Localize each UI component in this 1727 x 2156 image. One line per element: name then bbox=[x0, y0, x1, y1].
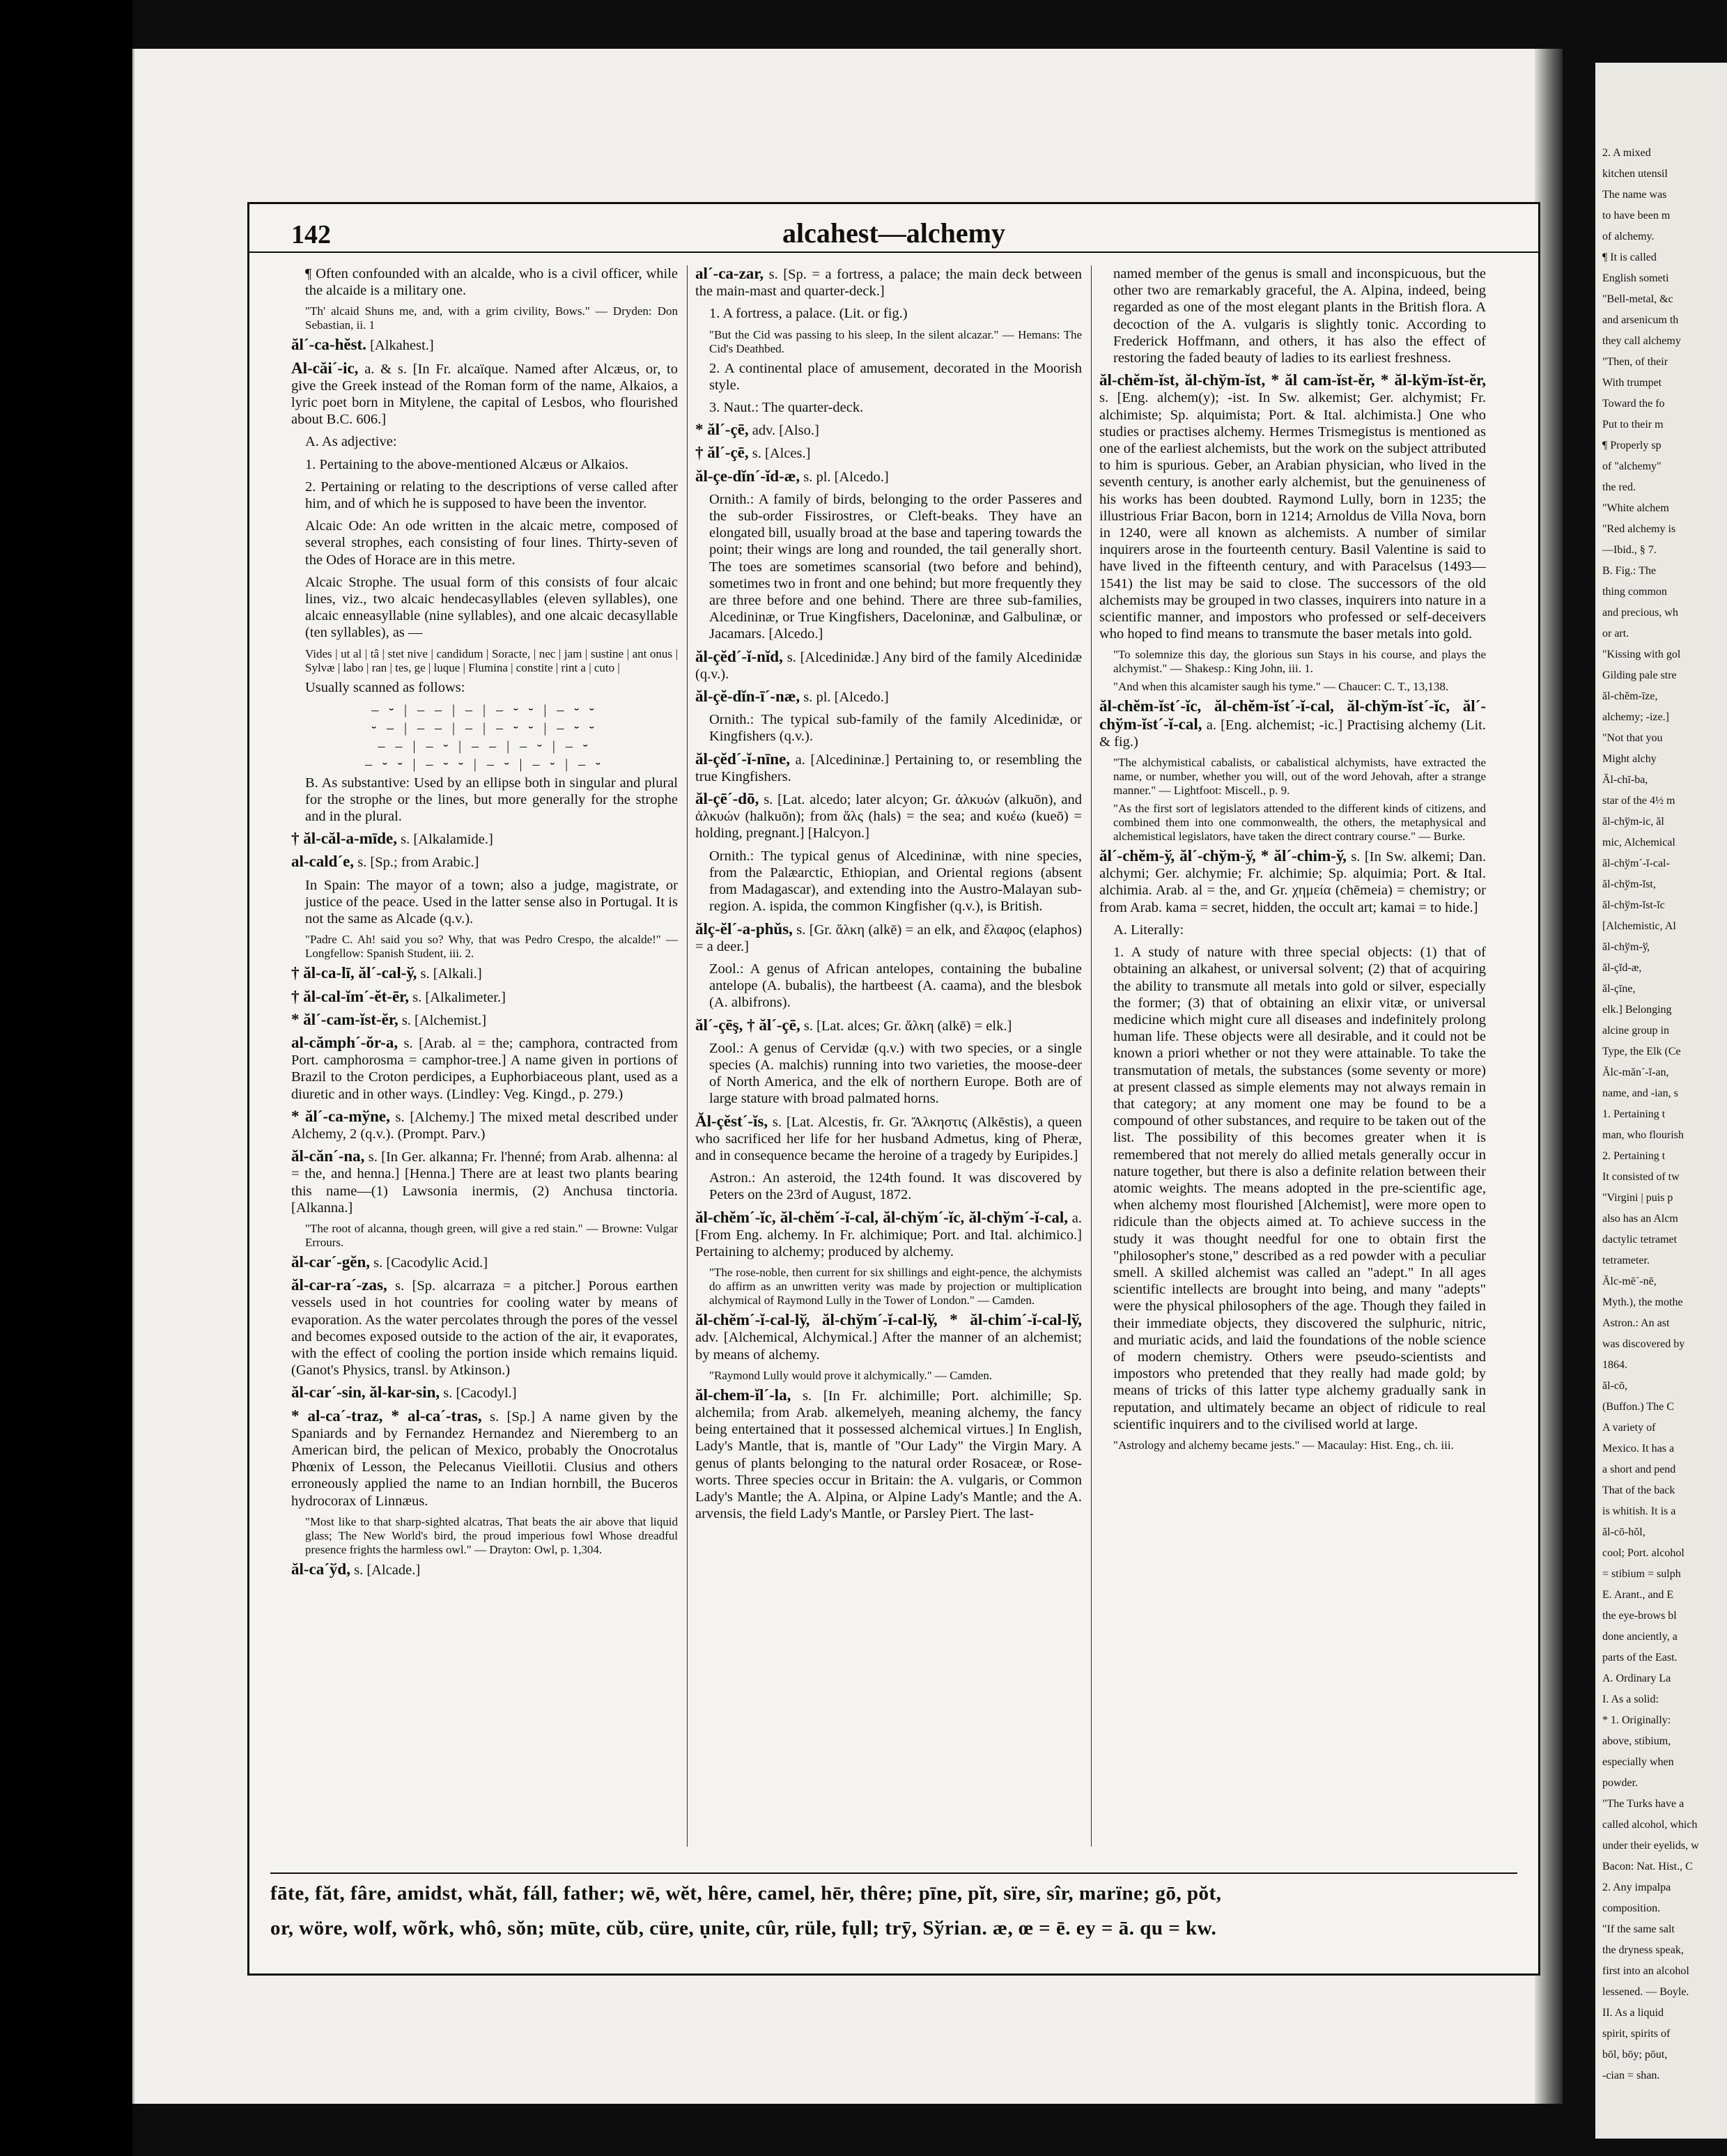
facing-page-line: ¶ It is called bbox=[1602, 251, 1657, 263]
dictionary-entry bbox=[695, 688, 1082, 706]
facing-page-line: English someti bbox=[1602, 272, 1669, 284]
facing-page-line: mic, Alchemical bbox=[1602, 837, 1675, 848]
headword: ăl-chĕm-ĭst´-ĭc, ăl-chĕm-ĭst´-ĭ-cal, ăl-chўm-ĭst´-ĭc, ăl´-chўm-ĭst´-ĭ-cal, bbox=[1099, 697, 1486, 733]
headword: ăl-çē´-dō, bbox=[695, 790, 759, 808]
headword: ăl´-çēş, † ăl´-çē, bbox=[695, 1016, 800, 1034]
dictionary-entry bbox=[1099, 698, 1486, 750]
definition: s. [Cacodyl.] bbox=[443, 1386, 517, 1402]
headword: ăl-car´-sin, ăl-kar-sin, bbox=[291, 1383, 440, 1402]
citation-quote: "Most like to that sharp-sighted alcatras, That beats the air above that liquid glass; The New World's bird, the proud imperious fowl Whose dreadful presence frights the harmless owl." — Drayton: Owl, p. 1,304. bbox=[305, 1514, 678, 1556]
definition: s. [Sp. alcarraza = a pitcher.] Porous earthen vessels used in hot countries for cooling water by means of evaporation. As the water percolates through the pores of the vessel and becomes exposed outside to the action of the air, it evaporates, with the effect of cooling the portion inside which remains liquid. (Ganot's Physics, transl. by Atkinson.) bbox=[291, 1278, 678, 1379]
scan-border bbox=[0, 0, 132, 2156]
headword: ăl´-ca-hĕst. bbox=[291, 336, 366, 354]
facing-page-line: especially when bbox=[1602, 1756, 1674, 1768]
headword: ăl-car-ra´-zas, bbox=[291, 1276, 387, 1294]
facing-page-line: The name was bbox=[1602, 189, 1667, 201]
facing-page-line: spirit, spirits of bbox=[1602, 2028, 1671, 2040]
definition-paragraph: 3. Naut.: The quarter-deck. bbox=[709, 400, 864, 416]
facing-page-line: A. Ordinary La bbox=[1602, 1673, 1671, 1684]
facing-page-line: ăl-chĕm-īze, bbox=[1602, 690, 1658, 702]
definition: s. [Alcedinidæ.] Any bird of the family Alcedinidæ (q.v.). bbox=[695, 649, 1082, 682]
dictionary-entry bbox=[695, 1113, 1082, 1165]
facing-page-line: composition. bbox=[1602, 1902, 1661, 1914]
facing-page-line: [Alchemistic, Al bbox=[1602, 920, 1676, 932]
facing-page-line: Put to their m bbox=[1602, 419, 1664, 431]
facing-page-line: B. Fig.: The bbox=[1602, 565, 1657, 577]
headword: Ăl-çĕst´-ĭs, bbox=[695, 1112, 768, 1130]
definition: s. [In Sw. alkemi; Dan. alchymi; Ger. alchymie; Fr. alchimie; Sp. alquimia; Port. & Ital. alchimia. Arab. al = the, and Gr. χημεία (chēmeia) = chemistry; or from Arab. kama = secret, hidden, the occult art; kamai = to hide.] bbox=[1099, 849, 1486, 915]
definition: s. [Alcade.] bbox=[354, 1562, 421, 1578]
pronunciation-key-line: fāte, făt, fâre, amidst, whăt, fáll, father; wē, wĕt, hêre, camel, hēr, thêre; pīne, pĭt, sïre, sîr, marïne; gō, pŏt, bbox=[270, 1882, 1222, 1905]
headword: ăl-căn´-na, bbox=[291, 1147, 365, 1165]
facing-page-line: star of the 4½ m bbox=[1602, 795, 1675, 807]
definition: s. [Lat. alcedo; later alcyon; Gr. ἀλκυών (alkuōn), and ἀλκυών (halkuōn); from ἅλς (hals) = the sea; and κυέω (kueō) = holding, pregnant.] [Halcyon.] bbox=[695, 792, 1082, 842]
dictionary-entry bbox=[695, 265, 1082, 300]
facing-page-line: first into an alcohol bbox=[1602, 1965, 1689, 1977]
facing-page-line: tetrameter. bbox=[1602, 1255, 1650, 1266]
dictionary-entry bbox=[695, 1312, 1082, 1363]
page-number: 142 bbox=[291, 220, 331, 249]
definition: s. [Eng. alchem(y); -ist. In Sw. alkemist; Ger. alchymist; Fr. alchimiste; Sp. alquimista; Port. & Ital. alchimista.] One who studies or practises alchemy. Hermes Trismegistus is mentioned as one of the earliest alchemists, but the work on the subject attributed to him is spurious. Geber, an Arabian physician, who lived in the seventh century, is another early alchemist, but the genuineness of his works has been doubted. Raymond Lully, born in 1235; the illustrious Friar Bacon, born in 1214; Arnoldus de Villa Nova, born in 1240, were all known as alchemists. A number of similar inquirers arose in the fourteenth century. Basil Valentine is said to have lived in the fifteenth century, and with Paracelsus (1493—1541) the list may be said to close. The successors of the old alchemists may be grouped in two classes, inquirers into nature in a scientific manner, and impostors who professed or self-deceivers who hoped to find means to transmute the baser metals into gold. bbox=[1099, 390, 1486, 642]
definition-paragraph: Ornith.: A family of birds, belonging to the order Passeres and the sub-order Fissirostres, or Cleft-beaks. They have an elongated bill, usually broad at the base and tapering towards the point; their wings are long and rounded, the tail generally short. The toes are sometimes scansorial (two before and behind), sometimes two in front and one behind; but more frequently they are three before and one behind. There are three sub-families, Alcedininæ, or True Kingfishers, Daceloninæ, and Galbulinæ, or Jacamars. [Alcedo.] bbox=[709, 491, 1082, 642]
facing-page-line: and arsenicum th bbox=[1602, 314, 1679, 326]
definition: a. [From Eng. alchemy. In Fr. alchimique; Port. and Ital. alchimico.] Pertaining to alchemy; produced by alchemy. bbox=[695, 1210, 1082, 1259]
facing-page-line: a short and pend bbox=[1602, 1464, 1676, 1475]
facing-page-line: done anciently, a bbox=[1602, 1631, 1678, 1643]
facing-page-line: = stibium = sulph bbox=[1602, 1568, 1681, 1580]
definition: s. [Alkali.] bbox=[420, 966, 482, 982]
facing-page-line: Myth.), the mothe bbox=[1602, 1296, 1683, 1308]
running-title: alcahest—alchemy bbox=[782, 217, 1005, 249]
facing-page-line: "If the same salt bbox=[1602, 1923, 1675, 1935]
definition: a. [Alcedininæ.] Pertaining to, or resembling the true Kingfishers. bbox=[695, 752, 1082, 784]
headword: † ăl´-çē, bbox=[695, 444, 749, 462]
facing-page-line: the dryness speak, bbox=[1602, 1944, 1684, 1956]
headword: ăl-ca´ўd, bbox=[291, 1560, 350, 1578]
facing-page-line: the eye-brows bl bbox=[1602, 1610, 1677, 1622]
dictionary-entry bbox=[291, 1254, 678, 1271]
facing-page-line: or art. bbox=[1602, 628, 1629, 639]
column-divider bbox=[1091, 265, 1092, 1847]
definition-paragraph: 1. A fortress, a palace. (Lit. or fig.) bbox=[709, 306, 908, 322]
definition-paragraph: In Spain: The mayor of a town; also a judge, magistrate, or justice of the peace. Used in the latter sense also in Portugal. It is not the same as Alcade (q.v.). bbox=[305, 877, 678, 927]
dictionary-entry bbox=[291, 853, 678, 871]
definition-paragraph: 1. Pertaining to the above-mentioned Alcæus or Alkaios. bbox=[305, 456, 629, 472]
facing-page-line: powder. bbox=[1602, 1777, 1639, 1789]
headword: ăl-chĕm´-ĭc, ăl-chĕm´-ĭ-cal, ăl-chўm´-ĭc, ăl-chўm´-ĭ-cal, bbox=[695, 1208, 1069, 1226]
facing-page-line: of "alchemy" bbox=[1602, 460, 1662, 472]
dictionary-entry bbox=[291, 1561, 678, 1579]
definition-paragraph: 1. A study of nature with three special objects: (1) that of obtaining an alkahest, or universal solvent; (2) that of acquiring the ability to transmute all metals into gold or silver, especially the former; (3) that of obtaining an elixir vitæ, or universal medicine which might cure all diseases and indefinitely prolong human life. These objects were all desirable, and it could not be known a priori whether or not they were attainable. To take the transmutation of metals, the substances (some seventy or more) at present classed as simple elements may not always remain in that category; at any moment one may be found to be a compound of other substances, and require to be taken out of the list. The possibility of this becomes greater when it is remembered that not merely do allied metals generally occur in nature together, but there is also a definite relation between their atomic weights. The means adopted in the pre-scientific age, when alchemy most flourished [Alchemist], were more open to ridicule than the objects aimed at. To achieve success in the study it was thought needful for one to obtain first the "philosopher's stone," described as a red powder with a peculiar smell. A skilled alchemist was called an "adept." In all ages scientific intellects are brought into being, and many "adepts" were the physical philosophers of the age. Though they failed in their immediate objects, they discovered the sulphuric, nitric, and muriatic acids, and laid the foundations of the noble science of modern chemistry. Others were pseudo-scientists and impostors who pretended that they really had made gold; by means of tricks of this latter type alchemy gradually sank in reputation, and ultimately became an object of ridicule to real scientific inquirers and to the civilised world at large. bbox=[1113, 945, 1486, 1432]
headword: † ăl-ca-lī, ăl´-cal-ў, bbox=[291, 964, 417, 982]
definition-paragraph: Ornith.: The typical genus of Alcedininæ, with nine species, from the Palæarctic, Ethiopian, and Oriental regions (absent from Madagascar), and extending into the Austro-Malayan sub-region. A. ispida, the common Kingfisher (q.v.), is British. bbox=[709, 848, 1082, 915]
definition: s. [Sp. = a fortress, a palace; the main deck between the main-mast and quarter-deck.] bbox=[695, 267, 1082, 300]
facing-page-line: Ăl-chī-ba, bbox=[1602, 774, 1648, 786]
facing-page-line: kitchen utensil bbox=[1602, 168, 1668, 180]
facing-page-line: It consisted of tw bbox=[1602, 1171, 1680, 1183]
citation-quote: "The alchymistical cabalists, or cabalistical alchymists, have extracted the name, or number, whether you will, out of the word Jehovah, after a strange manner." — Lightfoot: Miscell., p. 9. bbox=[1113, 756, 1486, 798]
facing-page-line: Astron.: An ast bbox=[1602, 1317, 1670, 1329]
definition-paragraph: Astron.: An asteroid, the 124th found. It was discovered by Peters on the 23rd of August, 1872. bbox=[709, 1170, 1082, 1203]
definition-paragraph: Alcaic Ode: An ode written in the alcaic metre, composed of several strophes, each consisting of four lines. Thirty-seven of the Odes of Horace are in this metre. bbox=[305, 518, 678, 568]
dictionary-entry bbox=[1099, 372, 1486, 642]
dictionary-entry bbox=[291, 360, 678, 428]
facing-page-line: That of the back bbox=[1602, 1484, 1675, 1496]
facing-page-line: parts of the East. bbox=[1602, 1652, 1678, 1663]
definition: adv. [Also.] bbox=[752, 423, 819, 439]
definition-paragraph: A. Literally: bbox=[1113, 922, 1184, 938]
facing-page-line: 2. Pertaining t bbox=[1602, 1150, 1666, 1162]
facing-page-line: alcine group in bbox=[1602, 1025, 1669, 1037]
facing-page-line: of alchemy. bbox=[1602, 231, 1655, 242]
facing-page-line: ăl-çīne, bbox=[1602, 983, 1636, 995]
definition: s. [Lat. alces; Gr. ἄλκη (alkē) = elk.] bbox=[803, 1018, 1012, 1034]
headword: ăl-çĕ-dĭn-ī´-næ, bbox=[695, 688, 800, 706]
definition: s. [Cacodylic Acid.] bbox=[373, 1255, 488, 1271]
facing-page-line: Mexico. It has a bbox=[1602, 1443, 1675, 1455]
citation-quote: "As the first sort of legislators attended to the different kinds of citizens, and combined them into one commonwealth, the others, the metaphysical and alchemistical legislators, have taken the direct contrary course." — Burke. bbox=[1113, 802, 1486, 844]
dictionary-entry bbox=[291, 1277, 678, 1379]
dictionary-entry bbox=[695, 649, 1082, 683]
definition: s. [In Ger. alkanna; Fr. l'henné; from Arab. alhenna: al = the, and henna.] [Henna.] There are at least two plants bearing this name—(1) Lawsonia inermis, (2) Anchusa tinctoria. [Alkanna.] bbox=[291, 1149, 678, 1216]
definition: s. [Alchemist.] bbox=[401, 1012, 487, 1028]
headword: * al-ca´-traz, * al-ca´-tras, bbox=[291, 1406, 482, 1425]
dictionary-entry bbox=[1099, 848, 1486, 916]
facing-page-line: -cian = shan. bbox=[1602, 2070, 1660, 2081]
facing-page-line: alchemy; -ize.] bbox=[1602, 711, 1669, 723]
facing-page-line: Toward the fo bbox=[1602, 398, 1665, 410]
facing-page-line: ăl-çĭd-æ, bbox=[1602, 962, 1642, 974]
facing-page-line: ăl-cō, bbox=[1602, 1380, 1627, 1392]
facing-page-line: they call alchemy bbox=[1602, 335, 1681, 347]
facing-page-line: the red. bbox=[1602, 481, 1636, 493]
definition: s. [Alces.] bbox=[752, 446, 811, 462]
definition: s. pl. [Alcedo.] bbox=[803, 690, 889, 706]
definition: s. [Alkalamide.] bbox=[401, 832, 493, 848]
facing-page-line: and precious, wh bbox=[1602, 607, 1678, 619]
definition: s. [Gr. ἄλκη (alkē) = an elk, and ἔλαφος (elaphos) = a deer.] bbox=[695, 922, 1082, 954]
headword: ăl-chĕm-ĭst, ăl-chўm-ĭst, * ăl cam-ĭst-ĕr, * ăl-kўm-ĭst-ĕr, bbox=[1099, 371, 1486, 389]
dictionary-entry bbox=[291, 1034, 678, 1103]
headword: * ăl´-ca-mўne, bbox=[291, 1107, 390, 1125]
facing-page-line: under their eyelids, w bbox=[1602, 1840, 1699, 1852]
facing-page-line: was discovered by bbox=[1602, 1338, 1685, 1350]
definition: s. [Alchemy.] The mixed metal described under Alchemy, 2 (q.v.). (Prompt. Parv.) bbox=[291, 1109, 678, 1142]
headword: al´-ca-zar, bbox=[695, 265, 764, 282]
dictionary-entry bbox=[695, 1387, 1082, 1523]
facing-page-line: "Red alchemy is bbox=[1602, 523, 1676, 535]
facing-page-line: II. As a liquid bbox=[1602, 2007, 1664, 2019]
column-3 bbox=[1099, 265, 1486, 1847]
dictionary-entry bbox=[695, 921, 1082, 955]
facing-page-line: ăl-chўm-ic, ăl bbox=[1602, 816, 1664, 828]
facing-page-line: 2. A mixed bbox=[1602, 147, 1651, 159]
scansion-line: – ⏑ | – – | – | – ⏑ ⏑ | – ⏑ ⏑ bbox=[371, 701, 598, 718]
dictionary-entry bbox=[695, 751, 1082, 785]
dictionary-page-frame bbox=[247, 202, 1540, 1976]
headword: al-cald´e, bbox=[291, 853, 355, 871]
definition: s. [Sp.] A name given by the Spaniards and by Fernandez Hernandez and Nieremberg to an American bird, the pelican of Mexico, probably the Onocrotalus Phœnix of Lesson, the Pelecanus Vieillotii. Clusius and others erroneously applied the name to an Indian hornbill, the Buceros hydrocorax of Linnæus. bbox=[291, 1409, 678, 1509]
facing-page-line: (Buffon.) The C bbox=[1602, 1401, 1674, 1413]
definition: s. [Lat. Alcestis, fr. Gr. Ἄλκηστις (Alkēstis), a queen who sacrificed her life for her husband Admetus, king of Pheræ, and in consequence became the heroine of a tragedy by Euripides.] bbox=[695, 1114, 1082, 1163]
facing-page-line: man, who flourish bbox=[1602, 1129, 1684, 1141]
facing-page-line: —Ibid., § 7. bbox=[1602, 544, 1657, 556]
definition-paragraph: Usually scanned as follows: bbox=[305, 679, 465, 695]
headword: † ăl-căl-a-mīde, bbox=[291, 830, 398, 848]
column-2 bbox=[695, 265, 1082, 1847]
citation-quote: Vides | ut al | tâ | stet nive | candidum | Soracte, | nec | jam | sustine | ant onus | Sylvæ | labo | ran | tes, ge | luque | Flumina | constite | rint a | cuto | bbox=[305, 646, 678, 674]
headword: ăl-çe-dĭn´-ĭd-æ, bbox=[695, 467, 800, 485]
dictionary-entry bbox=[695, 468, 1082, 486]
dictionary-entry bbox=[291, 1148, 678, 1216]
citation-quote: "Th' alcaid Shuns me, and, with a grim civility, Bows." — Dryden: Don Sebastian, ii. 1 bbox=[305, 304, 678, 332]
facing-page-line: elk.] Belonging bbox=[1602, 1004, 1672, 1016]
scansion-line: – – | – ⏑ | – – | – ⏑ | – ⏑ bbox=[378, 738, 591, 754]
dictionary-entry bbox=[291, 988, 678, 1006]
running-head bbox=[249, 210, 1538, 253]
definition-paragraph: 2. A continental place of amusement, decorated in the Moorish style. bbox=[709, 360, 1082, 393]
definition: s. [Arab. al = the; camphora, contracted from Port. camphorosma = camphor-tree.] A name given in portions of Brazil to the Croton perdicipes, a Euphorbiaceous plant, used as a diuretic and in other ways. (Lindley: Veg. Kingd., p. 279.) bbox=[291, 1035, 678, 1102]
facing-page-line: 1864. bbox=[1602, 1359, 1627, 1371]
dictionary-entry bbox=[695, 444, 1082, 462]
facing-page-line: to have been m bbox=[1602, 210, 1671, 222]
facing-page-line: ¶ Properly sp bbox=[1602, 440, 1662, 451]
facing-page-line: A variety of bbox=[1602, 1422, 1656, 1434]
definition: adv. [Alchemical, Alchymical.] After the manner of an alchemist; by means of alchemy. bbox=[695, 1330, 1082, 1363]
headword: ăl-car´-gĕn, bbox=[291, 1253, 371, 1271]
facing-page-line: "White alchem bbox=[1602, 502, 1669, 514]
facing-page-line: "Virgini | puis p bbox=[1602, 1192, 1673, 1204]
facing-page-line: ăl-chўm-ĭst, bbox=[1602, 878, 1656, 890]
definition: s. pl. [Alcedo.] bbox=[803, 469, 889, 485]
pronunciation-key bbox=[270, 1872, 1517, 1957]
dictionary-entry bbox=[291, 336, 678, 354]
citation-quote: "But the Cid was passing to his sleep, In the silent alcazar." — Hemans: The Cid's Deathbed. bbox=[709, 327, 1082, 355]
facing-page-line: Ălc-mē´-nē, bbox=[1602, 1275, 1657, 1287]
headword: ăl-chem-ĭl´-la, bbox=[695, 1386, 791, 1404]
facing-page-line: "Not that you bbox=[1602, 732, 1663, 744]
facing-page-line: Type, the Elk (Ce bbox=[1602, 1046, 1681, 1057]
dictionary-entry bbox=[291, 1011, 678, 1029]
definition-paragraph: Alcaic Strophe. The usual form of this consists of four alcaic lines, viz., two alcaic hendecasyllables (eleven syllables), one alcaic enneasyllable (nine syllables), and one alcaic decasyllable (ten syllables), as — bbox=[305, 574, 678, 641]
facing-page-line: With trumpet bbox=[1602, 377, 1662, 389]
headword: Al-căi´-ic, bbox=[291, 359, 359, 377]
citation-quote: "Raymond Lully would prove it alchymically." — Camden. bbox=[709, 1368, 993, 1382]
definition-paragraph: ¶ Often confounded with an alcalde, who is a civil officer, while the alcaide is a military one. bbox=[305, 266, 678, 299]
dictionary-entry bbox=[695, 791, 1082, 842]
facing-page-line: bōl, bōy; pōut, bbox=[1602, 2049, 1668, 2061]
definition-paragraph: B. As substantive: Used by an ellipse both in singular and plural for the strophe or the lines, but more generally for the strophe and in the plural. bbox=[305, 775, 678, 825]
definition: a. [Eng. alchemist; -ic.] Practising alchemy (Lit. & fig.) bbox=[1099, 717, 1486, 750]
citation-quote: "Padre C. Ah! said you so? Why, that was Pedro Crespo, the alcalde!" — Longfellow: Spanish Student, iii. 2. bbox=[305, 933, 678, 961]
dictionary-entry bbox=[291, 965, 678, 982]
dictionary-entry bbox=[695, 1017, 1082, 1034]
citation-quote: "And when this alcamister saugh his tyme." — Chaucer: C. T., 13,138. bbox=[1113, 680, 1449, 694]
facing-page-line: "The Turks have a bbox=[1602, 1798, 1685, 1810]
pronunciation-key-line: or, wöre, wolf, wõrk, whô, sŏn; mūte, cŭb, cüre, ụnite, cûr, rüle, fụll; trȳ, Sўrian. æ, œ = ē. ey = ā. qu = kw. bbox=[270, 1917, 1217, 1939]
definition: [Alkahest.] bbox=[370, 338, 434, 354]
headword: * ăl´-cam-ĭst-ĕr, bbox=[291, 1010, 398, 1028]
definition: s. [Sp.; from Arabic.] bbox=[357, 855, 479, 871]
dictionary-entry bbox=[695, 421, 1082, 439]
headword: ăl-çĕd´-ĭ-nĭd, bbox=[695, 647, 783, 665]
definition-paragraph: Ornith.: The typical sub-family of the family Alcedinidæ, or Kingfishers (q.v.). bbox=[709, 712, 1082, 745]
facing-page-line: also has an Alcm bbox=[1602, 1213, 1678, 1225]
facing-page-line: cool; Port. alcohol bbox=[1602, 1547, 1685, 1559]
headword: al-cămph´-ŏr-a, bbox=[291, 1033, 398, 1051]
definition-paragraph: A. As adjective: bbox=[305, 434, 397, 450]
citation-quote: "The root of alcanna, though green, will give a red stain." — Browne: Vulgar Errours. bbox=[305, 1221, 678, 1249]
facing-page-line: name, and -ian, s bbox=[1602, 1087, 1678, 1099]
facing-page-line: Gilding pale stre bbox=[1602, 669, 1677, 681]
facing-page-line: lessened. — Boyle. bbox=[1602, 1986, 1689, 1998]
column-1 bbox=[291, 265, 678, 1847]
definition-paragraph: 2. Pertaining or relating to the descriptions of verse called after him, and of which he is supposed to have been the inventor. bbox=[305, 479, 678, 512]
headword: ăl´-chĕm-ў, ăl´-chўm-ў, * ăl´-chim-ў, bbox=[1099, 847, 1347, 865]
facing-page-line: is whitish. It is a bbox=[1602, 1505, 1676, 1517]
facing-page-line: above, stibium, bbox=[1602, 1735, 1671, 1747]
facing-page-line: thing common bbox=[1602, 586, 1667, 598]
facing-page-line: ăl-chўm-ў, bbox=[1602, 941, 1650, 953]
facing-page-line: * 1. Originally: bbox=[1602, 1714, 1671, 1726]
facing-page-line: Ălc-măn´-ĭ-an, bbox=[1602, 1067, 1669, 1078]
headword: ăl-chĕm´-ĭ-cal-lў, ăl-chўm´-ĭ-cal-lў, * ăl-chim´-ĭ-cal-lў, bbox=[695, 1311, 1082, 1329]
definition-paragraph: named member of the genus is small and inconspicuous, but the other two are remarkably graceful, the A. Alpina, indeed, being regarded as one of the most elegant plants in the British flora. A decoction of the A. vulgaris is slightly tonic. According to Frederick Hoffmann, and others, it has also the effect of restoring the faded beauty of ladies to its earliest freshness. bbox=[1113, 266, 1486, 366]
dictionary-entry bbox=[695, 1209, 1082, 1261]
headword: * ăl´-çē, bbox=[695, 421, 749, 439]
facing-page-line: "Bell-metal, &c bbox=[1602, 293, 1673, 305]
dictionary-entry bbox=[291, 1384, 678, 1402]
facing-page-line: Might alchy bbox=[1602, 753, 1657, 765]
definition: s. [In Fr. alchimille; Port. alchimille; Sp. alchemila; from Arab. alkemelyeh, meaning alchemy, the fancy being entertained that it possessed alchemical virtues.] In English, Lady's Mantle, that is, mantle of "Our Lady" the Virgin Mary. A genus of plants belonging to the natural order Rosaceæ, or Rose-worts. Three species occur in Britain: the A. vulgaris, or Common Lady's Mantle; the A. Alpina, or Alpine Lady's Mantle; and the A. arvensis, the field Lady's Mantle, or Parsley Piert. The last- bbox=[695, 1388, 1082, 1522]
facing-page-line: ăl-cō-hŏl, bbox=[1602, 1526, 1645, 1538]
headword: ălç-ĕl´-a-phŭs, bbox=[695, 920, 793, 938]
definition: s. [Alkalimeter.] bbox=[412, 989, 506, 1005]
facing-page-line: Bacon: Nat. Hist., C bbox=[1602, 1861, 1693, 1872]
column-divider bbox=[687, 265, 688, 1847]
headword: † ăl-cal-ĭm´-ĕt-ēr, bbox=[291, 987, 410, 1005]
facing-page-line: "Then, of their bbox=[1602, 356, 1668, 368]
citation-quote: "To solemnize this day, the glorious sun Stays in his course, and plays the alchymist." — Shakesp.: King John, iii. 1. bbox=[1113, 648, 1486, 676]
citation-quote: "Astrology and alchemy became jests." — Macaulay: Hist. Eng., ch. iii. bbox=[1113, 1438, 1454, 1452]
facing-page-line: called alcohol, which bbox=[1602, 1819, 1698, 1831]
facing-page-line: I. As a solid: bbox=[1602, 1693, 1659, 1705]
dictionary-entry bbox=[291, 1108, 678, 1142]
facing-page-line: E. Arant., and E bbox=[1602, 1589, 1674, 1601]
definition: a. & s. [In Fr. alcaïque. Named after Alcæus, or, to give the Greek instead of the Roman form of the name, Alkaios, a lyric poet born in Mitylene, the capital of Lesbos, who flourished about B.C. 606.] bbox=[291, 361, 678, 428]
facing-page-line: ăl-chўm-ĭst-ĭc bbox=[1602, 899, 1665, 911]
facing-page-line: ăl-chўm´-ĭ-cal- bbox=[1602, 858, 1670, 869]
dictionary-entry bbox=[291, 830, 678, 848]
definition-paragraph: Zool.: A genus of Cervidæ (q.v.) with two species, or a single species (A. malchis) running into two varieties, the moose-deer of North America, and the elk of northern Europe. Both are of large stature with broad palmated horns. bbox=[709, 1040, 1082, 1107]
facing-page-fragment bbox=[1595, 63, 1727, 2139]
facing-page-line: dactylic tetramet bbox=[1602, 1234, 1678, 1246]
facing-page-line: "Kissing with gol bbox=[1602, 649, 1681, 660]
scansion-line: ⏑ – | – – | – | – ⏑ ⏑ | – ⏑ ⏑ bbox=[371, 720, 598, 736]
headword: ăl-çĕd´-ĭ-nīne, bbox=[695, 750, 791, 768]
definition-paragraph: Zool.: A genus of African antelopes, containing the bubaline antelope (A. bubalis), the hartbeest (A. caama), and the blesbok (A. albifrons). bbox=[709, 961, 1082, 1011]
citation-quote: "The rose-noble, then current for six shillings and eight-pence, the alchymists do affirm as an unwritten verity was made by projection or multiplication alchymical of Raymond Lully in the Tower of London." — Camden. bbox=[709, 1266, 1082, 1308]
dictionary-entry bbox=[291, 1408, 678, 1510]
facing-page-line: 1. Pertaining t bbox=[1602, 1108, 1666, 1120]
facing-page-line: 2. Any impalpa bbox=[1602, 1882, 1671, 1893]
scansion-line: – ⏑ ⏑ | – ⏑ ⏑ | – ⏑ | – ⏑ | – ⏑ bbox=[365, 757, 604, 773]
